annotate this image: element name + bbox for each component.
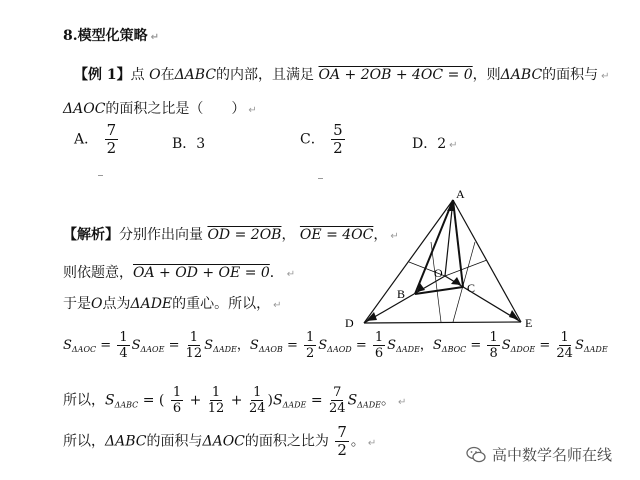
edge-ac bbox=[453, 200, 463, 287]
label-d: D bbox=[345, 316, 354, 330]
option-d: D．2 ↵ bbox=[412, 136, 458, 152]
solution-line-4: $S_{\Delta AOC}$ = $\frac{1}{4}$ $S_{\Delta AOE}$ = $\frac{1}{12}$ $S_{\Delta ADE}$，$S_{\Delta AOB}$ = $\frac{1}{2}$ $S_{\Delta AOD}$ = $\frac{1}{6}$ $S_{\Delta ADE}$，$S_{\Delta BOC}$ = $\frac{1}{8}$ $S_{\Delta DOE}$ = $\frac{1}{24}$ $S_{\Delta ADE}$ bbox=[63, 330, 608, 361]
watermark: 高中数学名师在线 bbox=[466, 444, 612, 465]
wechat-icon bbox=[466, 446, 486, 464]
section-title: 8.模型化策略 ↵ bbox=[63, 28, 160, 44]
small-dash bbox=[318, 178, 323, 179]
solution-line-6: 所以，ΔABC的面积与ΔAOC的面积之比为 $\frac{7}{2}$ 。 ↵ bbox=[63, 423, 377, 459]
label-b: B bbox=[397, 287, 406, 301]
vector-condition: OA + 2OB + 4OC = 0 bbox=[318, 67, 473, 83]
example-line-1: 【例 1】点 O在ΔABC的内部，且满足 OA + 2OB + 4OC = 0，则ΔABC的面积与 ↵ bbox=[74, 67, 610, 83]
example-tag: 【例 1】 bbox=[74, 67, 131, 83]
option-c: C． $\frac{5}{2}$ bbox=[300, 121, 343, 157]
edge-ae bbox=[453, 200, 521, 322]
guide-line bbox=[431, 242, 441, 322]
label-e: E bbox=[525, 316, 533, 330]
solution-line-1: 【解析】分别作出向量 OD = 2OB， OE = 4OC， ↵ bbox=[63, 227, 399, 243]
label-c: C bbox=[467, 281, 476, 295]
triangle-figure bbox=[335, 180, 545, 340]
edge-de bbox=[364, 322, 521, 323]
solution-line-3: 于是O点为ΔADE的重心。所以， ↵ bbox=[63, 296, 282, 312]
label-o: O bbox=[434, 266, 443, 280]
solution-line-2: 则依题意，OA + OD + OE = 0． ↵ bbox=[63, 265, 296, 281]
option-b: B．3 bbox=[172, 136, 206, 152]
small-dash bbox=[98, 175, 103, 176]
edge-ad bbox=[364, 200, 453, 323]
example-line-2: ΔAOC的面积之比是（ ） ↵ bbox=[63, 101, 257, 117]
solution-line-5: 所以，$S_{\Delta ABC}$ = ( $\frac{1}{6}$ + $\frac{1}{12}$ + $\frac{1}{24}$ )$S_{\Delta ADE}$ = $\frac{7}{24}$ $S_{\Delta ADE}$。 ↵ bbox=[63, 385, 407, 416]
solution-tag: 【解析】 bbox=[63, 227, 119, 243]
label-a: A bbox=[456, 187, 465, 201]
option-a: A． $\frac{7}{2}$ bbox=[74, 121, 117, 157]
